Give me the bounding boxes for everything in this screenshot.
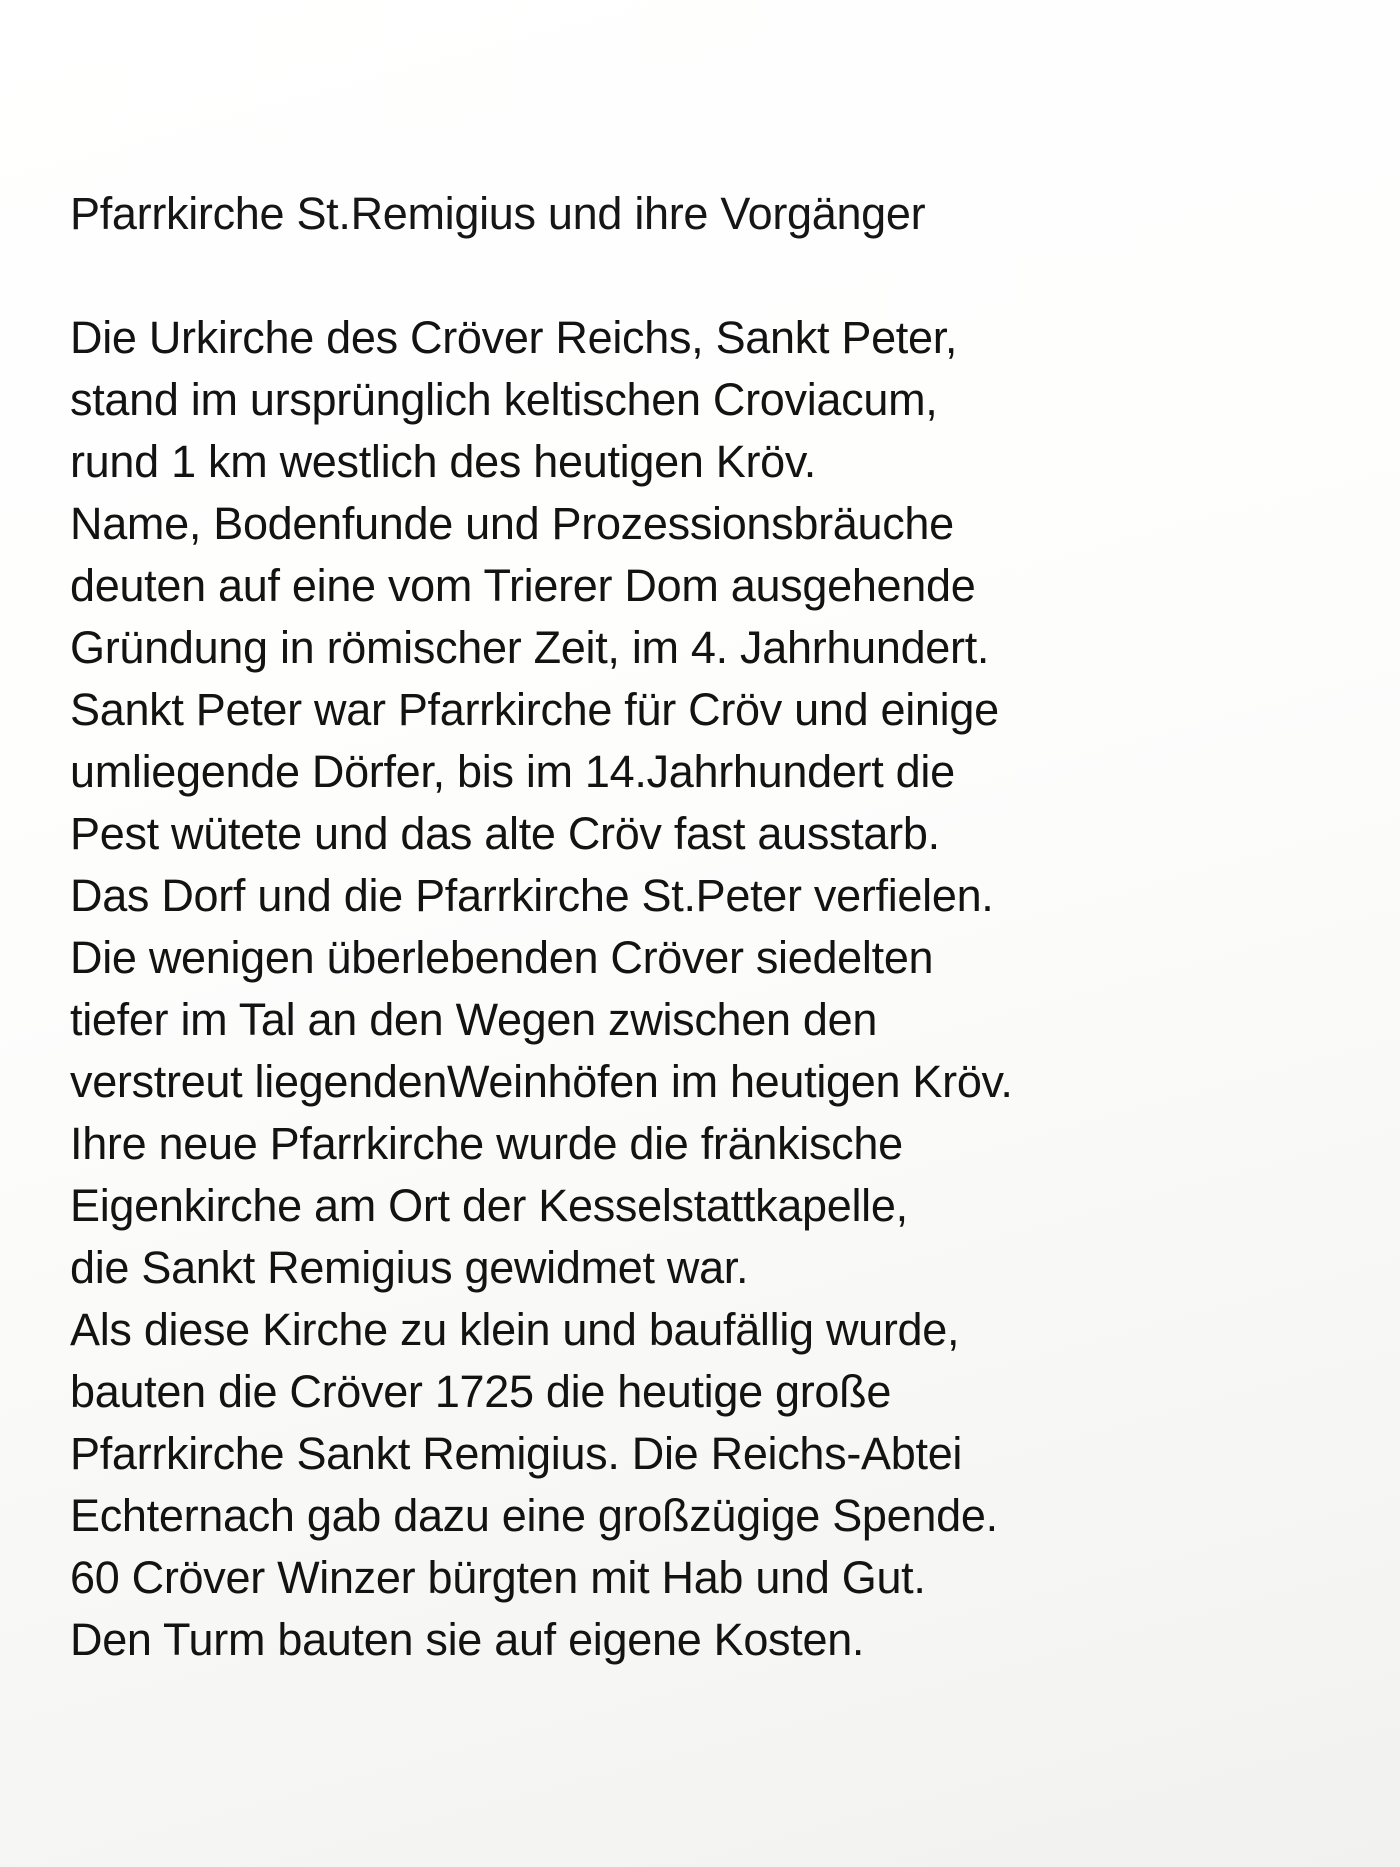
paragraph-line: tiefer im Tal an den Wegen zwischen den bbox=[70, 994, 878, 1045]
paragraph-line: verstreut liegendenWeinhöfen im heutigen Kröv. bbox=[70, 1056, 1013, 1107]
paragraph-line: Pest wütete und das alte Cröv fast ausstarb. bbox=[70, 808, 940, 859]
paragraph-line: bauten die Cröver 1725 die heutige große bbox=[70, 1366, 892, 1417]
paragraph-line: 60 Cröver Winzer bürgten mit Hab und Gut. bbox=[70, 1552, 926, 1603]
paragraph-line: deuten auf eine vom Trierer Dom ausgehende bbox=[70, 560, 976, 611]
paragraph-line: Sankt Peter war Pfarrkirche für Cröv und einige bbox=[70, 684, 999, 735]
paragraph-line: Als diese Kirche zu klein und baufällig wurde, bbox=[70, 1304, 960, 1355]
blank-line bbox=[70, 245, 1360, 307]
page-title: Pfarrkirche St.Remigius und ihre Vorgänger bbox=[70, 188, 926, 239]
paragraph-line: Die Urkirche des Cröver Reichs, Sankt Peter, bbox=[70, 312, 958, 363]
paragraph-line: rund 1 km westlich des heutigen Kröv. bbox=[70, 436, 816, 487]
paragraph-line: umliegende Dörfer, bis im 14.Jahrhundert die bbox=[70, 746, 955, 797]
document-page bbox=[70, 183, 1360, 1671]
paragraph-line: Gründung in römischer Zeit, im 4. Jahrhundert. bbox=[70, 622, 990, 673]
paragraph-line: die Sankt Remigius gewidmet war. bbox=[70, 1242, 749, 1293]
paragraph-line: Eigenkirche am Ort der Kesselstattkapelle, bbox=[70, 1180, 908, 1231]
paragraph-line: Die wenigen überlebenden Cröver siedelten bbox=[70, 932, 934, 983]
paragraph-line: Das Dorf und die Pfarrkirche St.Peter verfielen. bbox=[70, 870, 994, 921]
paragraph-line: Name, Bodenfunde und Prozessionsbräuche bbox=[70, 498, 954, 549]
paragraph-line: Den Turm bauten sie auf eigene Kosten. bbox=[70, 1614, 865, 1665]
paragraph-line: stand im ursprünglich keltischen Croviacum, bbox=[70, 374, 938, 425]
paragraph-line: Ihre neue Pfarrkirche wurde die fränkische bbox=[70, 1118, 903, 1169]
paragraph-line: Pfarrkirche Sankt Remigius. Die Reichs-Abtei bbox=[70, 1428, 963, 1479]
paragraph-line: Echternach gab dazu eine großzügige Spende. bbox=[70, 1490, 998, 1541]
